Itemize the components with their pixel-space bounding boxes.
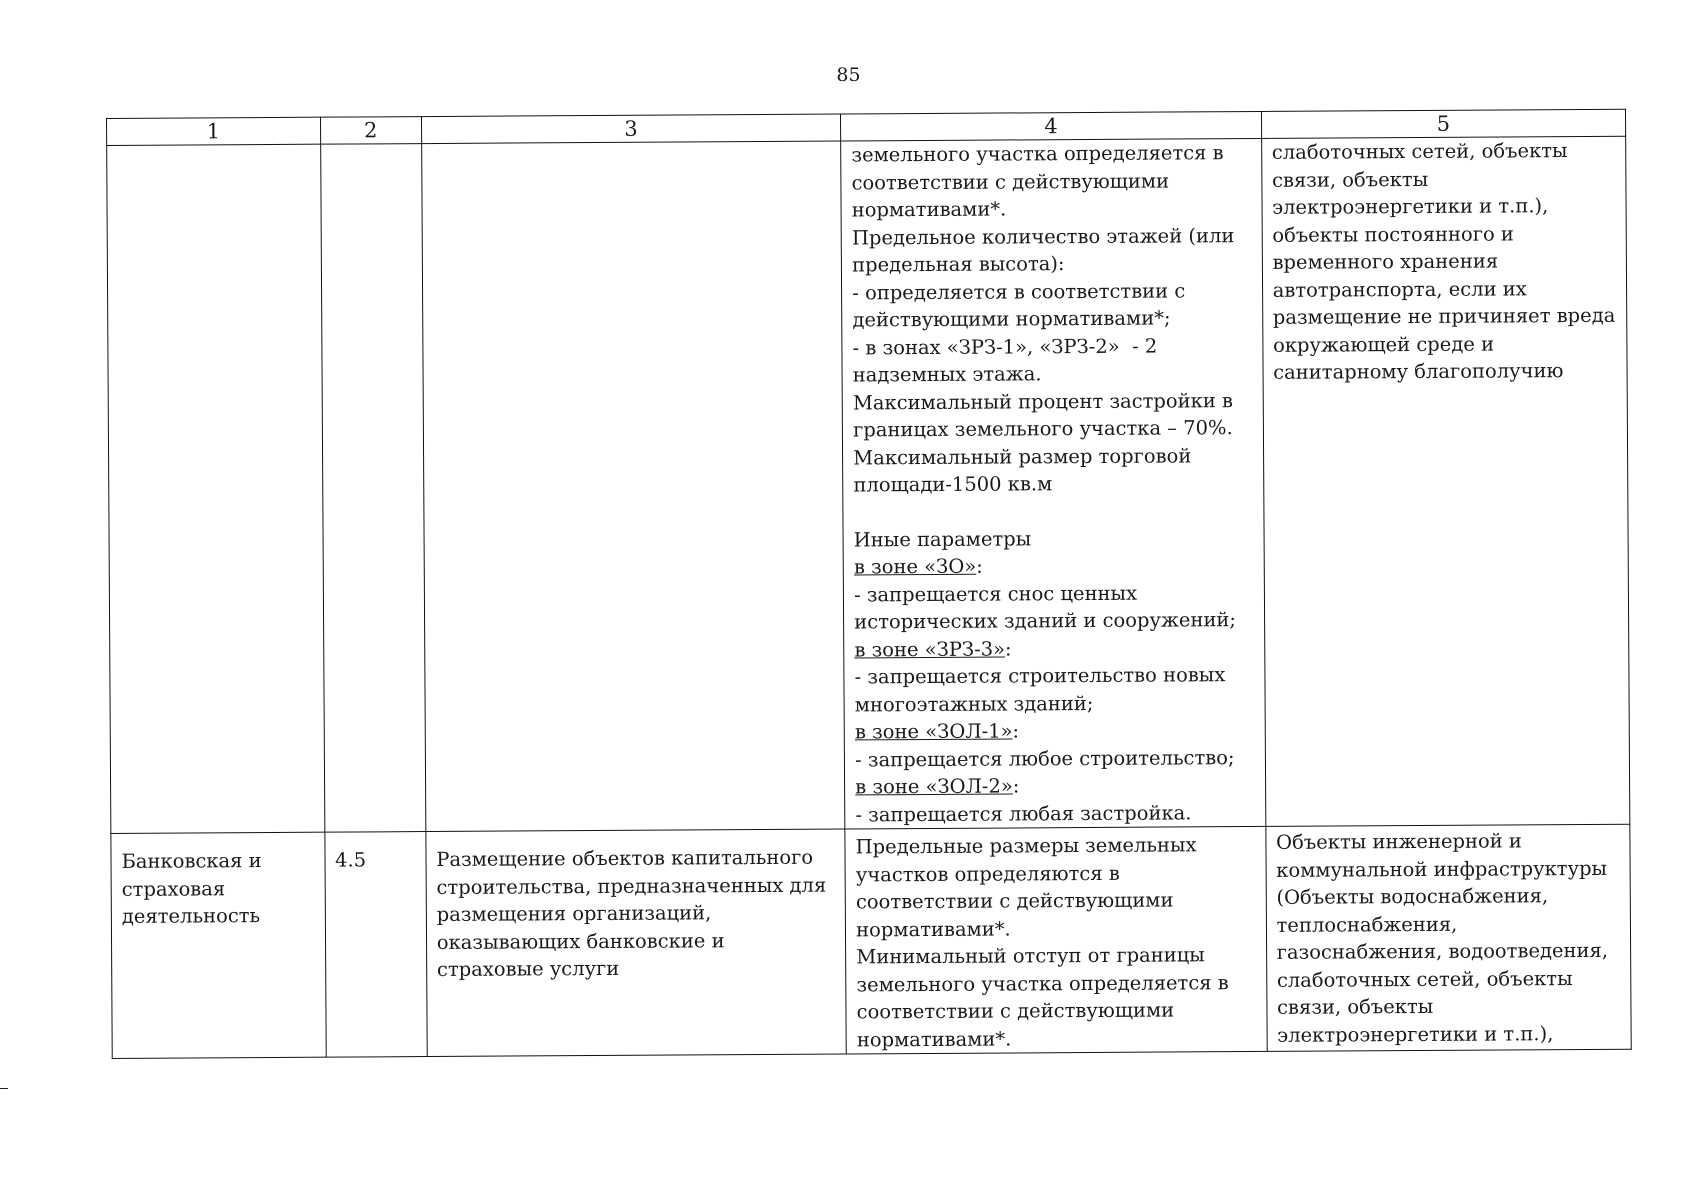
row1-parameters-cell: [841, 138, 1266, 829]
text-line: электроэнергетики и т.п.),: [1272, 194, 1549, 219]
zone-heading-line: [854, 551, 1254, 581]
text-line: электроэнергетики и т.п.),: [1277, 1021, 1554, 1047]
zone-heading-colon: :: [1004, 636, 1012, 661]
text-line: Максимальный размер торговой: [853, 443, 1192, 469]
land-use-table: [106, 109, 1632, 1059]
blank-line: [854, 497, 1254, 526]
page-number: 85: [836, 64, 861, 86]
text-line: оказывающих банковские и: [436, 928, 725, 954]
text-line: - запрещается строительство новых: [854, 663, 1226, 689]
text-line: теплоснабжения,: [1276, 912, 1458, 937]
text-line: нормативами*.: [856, 916, 1011, 941]
row1-col1-cell: [107, 144, 325, 833]
column-number-5: 5: [1261, 109, 1626, 138]
zone-heading-colon: :: [1012, 719, 1020, 743]
text-line: надземных этажа.: [852, 362, 1042, 387]
text-line: - запрещается любое строительство;: [855, 745, 1235, 771]
text-line: исторических зданий и сооружений;: [854, 608, 1237, 634]
text-line: слаботочных сетей, объекты: [1271, 139, 1568, 164]
text-line: - запрещается снос ценных: [854, 581, 1138, 606]
zone-heading-line: [855, 716, 1255, 746]
text-line: (Объекты водоснабжения,: [1276, 884, 1549, 909]
text-line: автотранспорта, если их: [1272, 276, 1527, 302]
text-line: страховые услуги: [436, 956, 620, 981]
text-line: объекты постоянного и: [1272, 221, 1514, 247]
text-line: границах земельного участка – 70%.: [853, 416, 1233, 442]
text-line: Иные параметры: [853, 526, 1032, 551]
text-line: - в зонах «ЗРЗ-1», «ЗРЗ-2» - 2: [852, 334, 1158, 359]
text-line: действующими нормативами*;: [852, 306, 1171, 332]
column-number-2: 2: [320, 117, 421, 145]
row2-use-name-cell: [111, 832, 326, 1058]
zone-name: в зоне «ЗОЛ-2»: [855, 774, 1013, 799]
row2-auxiliary-uses-cell: [1265, 824, 1631, 1051]
text-line: Предельные размеры земельных: [855, 833, 1197, 859]
zone-heading-line: [854, 633, 1254, 663]
zone-name: в зоне «ЗРЗ-3»: [854, 637, 1006, 661]
text-line: санитарному благополучию: [1273, 359, 1564, 384]
text-line: временного хранения: [1272, 249, 1499, 274]
text-line: 4.5: [334, 848, 367, 872]
text-line: земельного участка определяется в: [856, 970, 1229, 996]
text-line: Предельное количество этажей (или: [851, 223, 1235, 249]
text-line: соответствии с действующими: [856, 998, 1175, 1024]
text-line: участков определяются в: [855, 861, 1120, 886]
zone-name: в зоне «ЗО»: [853, 554, 977, 579]
row1-col2-cell: [320, 144, 425, 833]
text-line: земельного участка определяется в: [851, 141, 1224, 167]
text-line: соответствии с действующими: [851, 169, 1170, 194]
text-line: размещения организаций,: [436, 901, 712, 926]
column-number-4: 4: [841, 111, 1262, 141]
zone-heading-line: [855, 771, 1255, 801]
table-row: [107, 136, 1630, 833]
table-row: [111, 824, 1631, 1058]
row1-col3-cell: [421, 141, 845, 832]
text-line: Банковская и: [121, 849, 262, 873]
zone-heading-colon: :: [976, 554, 983, 578]
text-line: нормативами*.: [856, 1026, 1012, 1051]
text-line: - определяется в соответствии с: [852, 278, 1186, 304]
text-line: слаботочных сетей, объекты: [1276, 966, 1573, 992]
text-line: Максимальный процент застройки в: [852, 388, 1234, 414]
text-line: многоэтажных зданий;: [854, 691, 1094, 716]
text-line: - запрещается любая застройка.: [855, 800, 1192, 826]
text-line: газоснабжения, водоотведения,: [1276, 938, 1609, 964]
text-line: размещение не причиняет вреда: [1272, 303, 1616, 329]
text-line: нормативами*.: [851, 197, 1007, 222]
text-line: коммунальной инфраструктуры: [1276, 856, 1608, 882]
text-line: площади-1500 кв.м: [853, 472, 1053, 497]
text-line: окружающей среде и: [1272, 332, 1495, 357]
row2-description-cell: [426, 829, 847, 1057]
row2-code-cell: [324, 832, 427, 1058]
row1-auxiliary-uses-cell: [1261, 136, 1630, 826]
text-line: соответствии с действующими: [855, 888, 1174, 914]
text-line: деятельность: [121, 904, 261, 928]
text-line: Объекты инженерной и: [1276, 829, 1522, 854]
text-line: связи, объекты: [1277, 994, 1434, 1019]
zone-name: в зоне «ЗОЛ-1»: [854, 719, 1013, 744]
text-line: строительства, предназначенных для: [436, 873, 827, 899]
row2-parameters-cell: [845, 826, 1267, 1054]
column-number-1: 1: [107, 117, 321, 145]
text-line: Минимальный отступ от границы: [856, 943, 1205, 969]
text-line: предельная высота):: [852, 252, 1065, 277]
text-line: связи, объекты: [1271, 167, 1429, 192]
text-line: страховая: [121, 876, 226, 901]
text-line: Размещение объектов капитального: [436, 845, 814, 871]
land-use-table-wrapper: [106, 109, 1632, 1059]
margin-tick-mark: [0, 1088, 8, 1089]
zone-heading-colon: :: [1012, 774, 1020, 798]
column-number-3: 3: [421, 114, 841, 144]
